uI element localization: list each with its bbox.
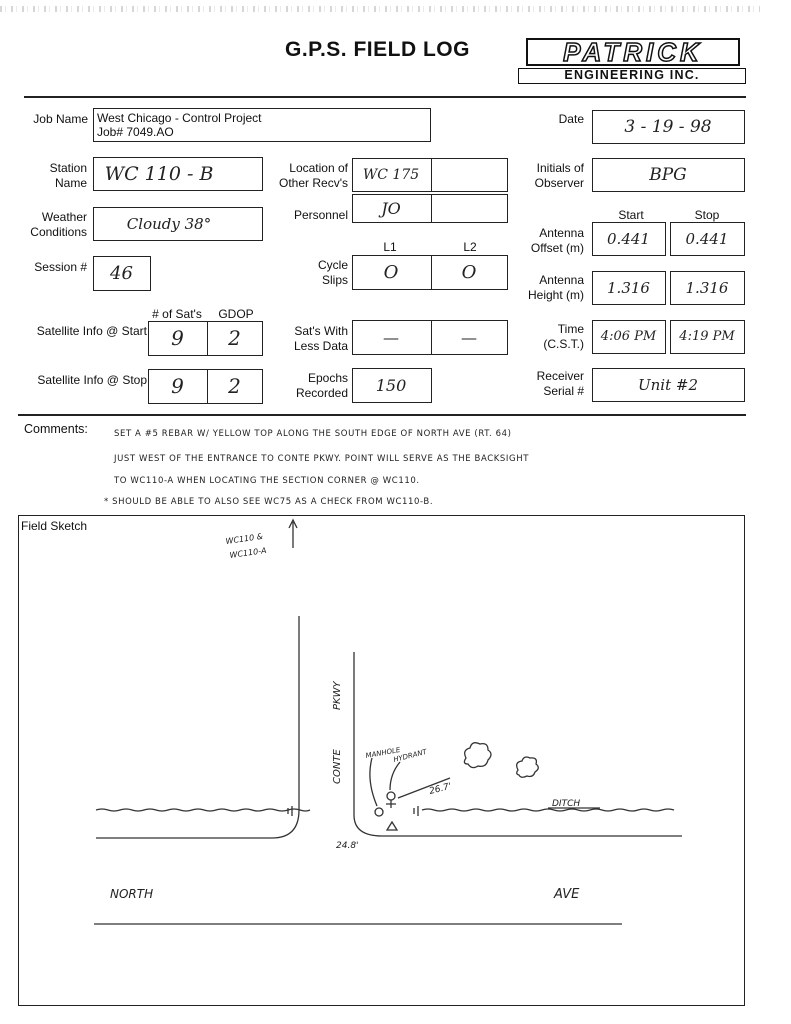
epochs-label-1: Epochs xyxy=(307,371,348,385)
time-start-value: 4:06 PM xyxy=(600,329,657,344)
dist-label-1: 26.7' xyxy=(428,781,453,797)
l1-label: L1 xyxy=(383,240,397,254)
time-label-1: Time xyxy=(557,322,584,336)
ditch-right xyxy=(422,809,674,811)
personnel-value: JO xyxy=(381,198,401,218)
conte-label: CONTE xyxy=(332,749,343,784)
ditch-left xyxy=(96,809,310,811)
north-note-1: WC110 & xyxy=(225,531,264,546)
sats-less-label-1: Sat's With xyxy=(294,324,348,338)
hydrant-leader xyxy=(390,762,400,790)
gdop-stop-value: 2 xyxy=(228,374,241,398)
hydrant-icon xyxy=(387,792,395,800)
session-value: 46 xyxy=(110,262,133,284)
cycle-slips-l2-value: O xyxy=(461,261,477,283)
north-note-2: WC110-A xyxy=(229,545,268,560)
location-other-label-2: Other Recv's xyxy=(279,176,348,190)
sats-less-l1-value: — xyxy=(383,327,399,347)
job-name-line1: West Chicago - Control Project xyxy=(97,111,262,125)
shrub-icon-2 xyxy=(517,757,539,777)
manhole-label: MANHOLE xyxy=(364,745,401,760)
weather-value: Cloudy 38° xyxy=(126,214,212,233)
sats-less-l2-value: — xyxy=(461,327,477,347)
antenna-height-stop-value: 1.316 xyxy=(685,278,729,297)
antenna-height-label-1: Antenna xyxy=(539,273,584,287)
initials-label-1: Initials of xyxy=(536,161,584,175)
comments-label: Comments: xyxy=(24,422,88,436)
comment-line-1: SET A #5 REBAR W/ YELLOW TOP ALONG THE SOUTH EDGE OF NORTH AVE (RT. 64) xyxy=(114,429,512,439)
ditch-left-end xyxy=(288,806,292,816)
dist-label-2: 24.8' xyxy=(336,841,359,851)
receiver-label-1: Receiver xyxy=(536,369,584,383)
north-ave-label-ave: AVE xyxy=(554,887,580,902)
antenna-height-label-2: Height (m) xyxy=(527,288,584,302)
weather-label-2: Conditions xyxy=(30,225,87,239)
weather-label-1: Weather xyxy=(41,210,87,224)
ditch-right-end xyxy=(414,806,418,816)
antenna-offset-label-2: Offset (m) xyxy=(530,241,584,255)
sat-info-stop-label: Satellite Info @ Stop xyxy=(37,373,147,387)
antenna-height-start-value: 1.316 xyxy=(607,278,650,297)
job-name-line2: Job# 7049.AO xyxy=(97,125,174,139)
epochs-value: 150 xyxy=(375,375,407,395)
east-road-edge xyxy=(354,652,682,836)
receiver-label-2: Serial # xyxy=(543,384,584,398)
personnel-label: Personnel xyxy=(293,208,348,222)
job-name-label: Job Name xyxy=(33,112,88,126)
start-label: Start xyxy=(618,208,644,222)
antenna-offset-stop-value: 0.441 xyxy=(685,229,729,248)
rebar-point-icon xyxy=(387,822,397,830)
gdop-label: GDOP xyxy=(218,307,254,321)
comment-line-3: TO WC110-A WHEN LOCATING THE SECTION CORNER @ WC110. xyxy=(114,476,420,486)
manhole-icon xyxy=(375,808,383,816)
initials-value: BPG xyxy=(649,164,687,185)
comment-line-2: JUST WEST OF THE ENTRANCE TO CONTE PKWY. POINT WILL SERVE AS THE BACKSIGHT xyxy=(114,454,529,464)
time-stop-value: 4:19 PM xyxy=(679,329,735,344)
epochs-label-2: Recorded xyxy=(295,386,348,400)
session-label: Session # xyxy=(34,260,87,274)
receiver-serial-value: Unit #2 xyxy=(637,375,698,394)
stop-label: Stop xyxy=(694,208,720,222)
sats-less-label-2: Less Data xyxy=(293,339,348,353)
field-sketch-label: Field Sketch xyxy=(21,519,88,533)
north-arrow-icon xyxy=(289,520,297,548)
ditch-label: DITCH xyxy=(552,799,581,809)
station-name-label-2: Name xyxy=(54,176,87,190)
hydrant-label: HYDRANT xyxy=(392,747,428,764)
initials-label-2: Observer xyxy=(534,176,584,190)
north-ave-label-north: NORTH xyxy=(110,887,154,901)
pkwy-label: PKWY xyxy=(332,681,343,710)
page-title: G.P.S. FIELD LOG xyxy=(285,38,470,61)
location-other-label-1: Location of xyxy=(289,161,348,175)
manhole-leader xyxy=(370,758,377,806)
antenna-offset-label-1: Antenna xyxy=(539,226,584,240)
antenna-offset-start-value: 0.441 xyxy=(607,229,650,248)
station-name-label-1: Station xyxy=(49,161,87,175)
date-label: Date xyxy=(558,112,584,126)
comment-line-4: * SHOULD BE ABLE TO ALSO SEE WC75 AS A CHECK FROM WC110-B. xyxy=(104,497,434,507)
logo-top-text: PATRICK xyxy=(526,38,740,66)
sats-start-value: 9 xyxy=(171,326,184,350)
cycle-slips-l1-value: O xyxy=(383,261,399,283)
hydrant-stem xyxy=(386,800,396,808)
sat-info-start-label: Satellite Info @ Start xyxy=(36,324,147,338)
cycle-slips-label-1: Cycle xyxy=(317,258,348,272)
shrub-icon xyxy=(464,743,491,768)
date-value: 3 - 19 - 98 xyxy=(624,116,712,137)
other-recv-value: WC 175 xyxy=(362,166,420,183)
l2-label: L2 xyxy=(463,240,477,254)
gdop-start-value: 2 xyxy=(228,326,241,350)
logo-bottom-text: ENGINEERING INC. xyxy=(518,68,746,84)
station-name-value: WC 110 - B xyxy=(104,162,214,185)
time-label-2: (C.S.T.) xyxy=(543,337,584,351)
num-sats-label: # of Sat's xyxy=(152,307,202,321)
cycle-slips-label-2: Slips xyxy=(321,273,348,287)
sats-stop-value: 9 xyxy=(171,374,184,398)
west-road-edge xyxy=(96,616,299,838)
